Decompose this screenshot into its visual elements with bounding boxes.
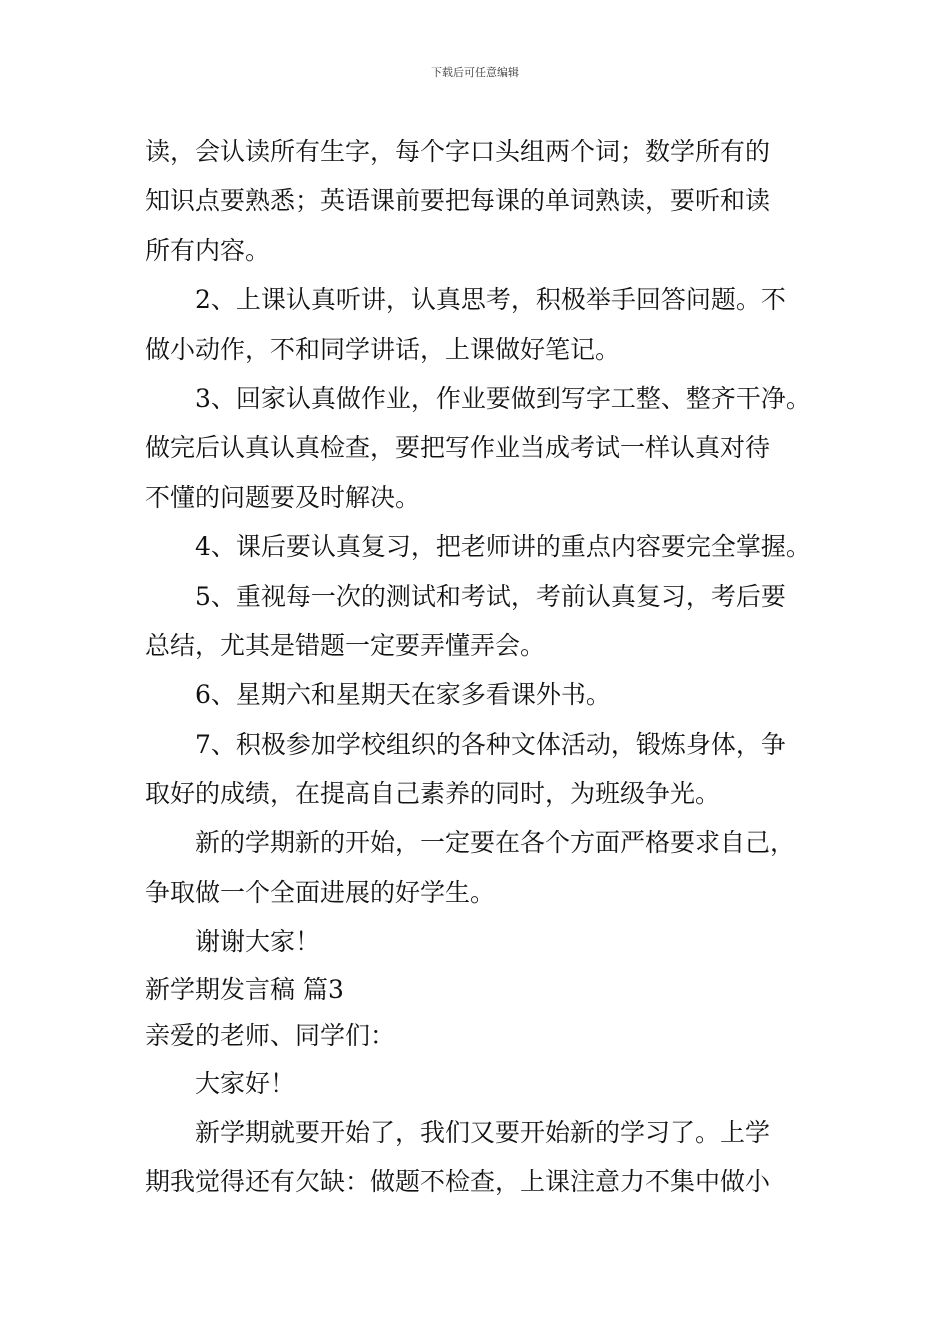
text-line-15: 新的学期新的开始，一定要在各个方面严格要求自己，	[195, 828, 796, 858]
text-line-3: 所有内容。	[145, 235, 271, 265]
text-line-10: 5、重视每一次的测试和考试，考前认真复习，考后要	[195, 581, 786, 611]
text-line-1: 读，会认读所有生字，每个字口头组两个词；数学所有的	[145, 137, 771, 166]
text-line-8: 不懂的问题要及时解决。	[145, 482, 421, 512]
salutation: 亲爱的老师、同学们：	[145, 1020, 396, 1050]
text-line-5: 做小动作，不和同学讲话，上课做好笔记。	[145, 334, 621, 364]
text-line-7: 做完后认真认真检查，要把写作业当成考试一样认真对待	[145, 433, 771, 463]
text-line-2: 知识点要熟悉；英语课前要把每课的单词熟读，要听和读	[145, 186, 771, 216]
text-line-21: 新学期就要开始了，我们又要开始新的学习了。上学	[195, 1118, 771, 1148]
text-line-16: 争取做一个全面进展的好学生。	[145, 877, 496, 907]
text-line-9: 4、课后要认真复习，把老师讲的重点内容要完全掌握。	[195, 532, 811, 562]
section-title: 新学期发言稿 篇3	[145, 974, 344, 1004]
text-line-17: 谢谢大家！	[195, 927, 321, 957]
page-header: 下载后可任意编辑	[431, 66, 519, 79]
text-line-4: 2、上课认真听讲，认真思考，积极举手回答问题。不	[195, 285, 786, 315]
text-line-11: 总结，尤其是错题一定要弄懂弄会。	[145, 630, 546, 660]
text-line-14: 取好的成绩，在提高自己素养的同时，为班级争光。	[145, 779, 721, 809]
greeting: 大家好！	[195, 1068, 296, 1098]
text-line-6: 3、回家认真做作业，作业要做到写字工整、整齐干净。	[195, 383, 811, 413]
document-body	[145, 127, 825, 1207]
text-line-22: 期我觉得还有欠缺：做题不检查，上课注意力不集中做小	[145, 1167, 771, 1197]
text-line-12: 6、星期六和星期天在家多看课外书。	[195, 680, 611, 710]
text-line-13: 7、积极参加学校组织的各种文体活动，锻炼身体，争	[195, 729, 786, 759]
